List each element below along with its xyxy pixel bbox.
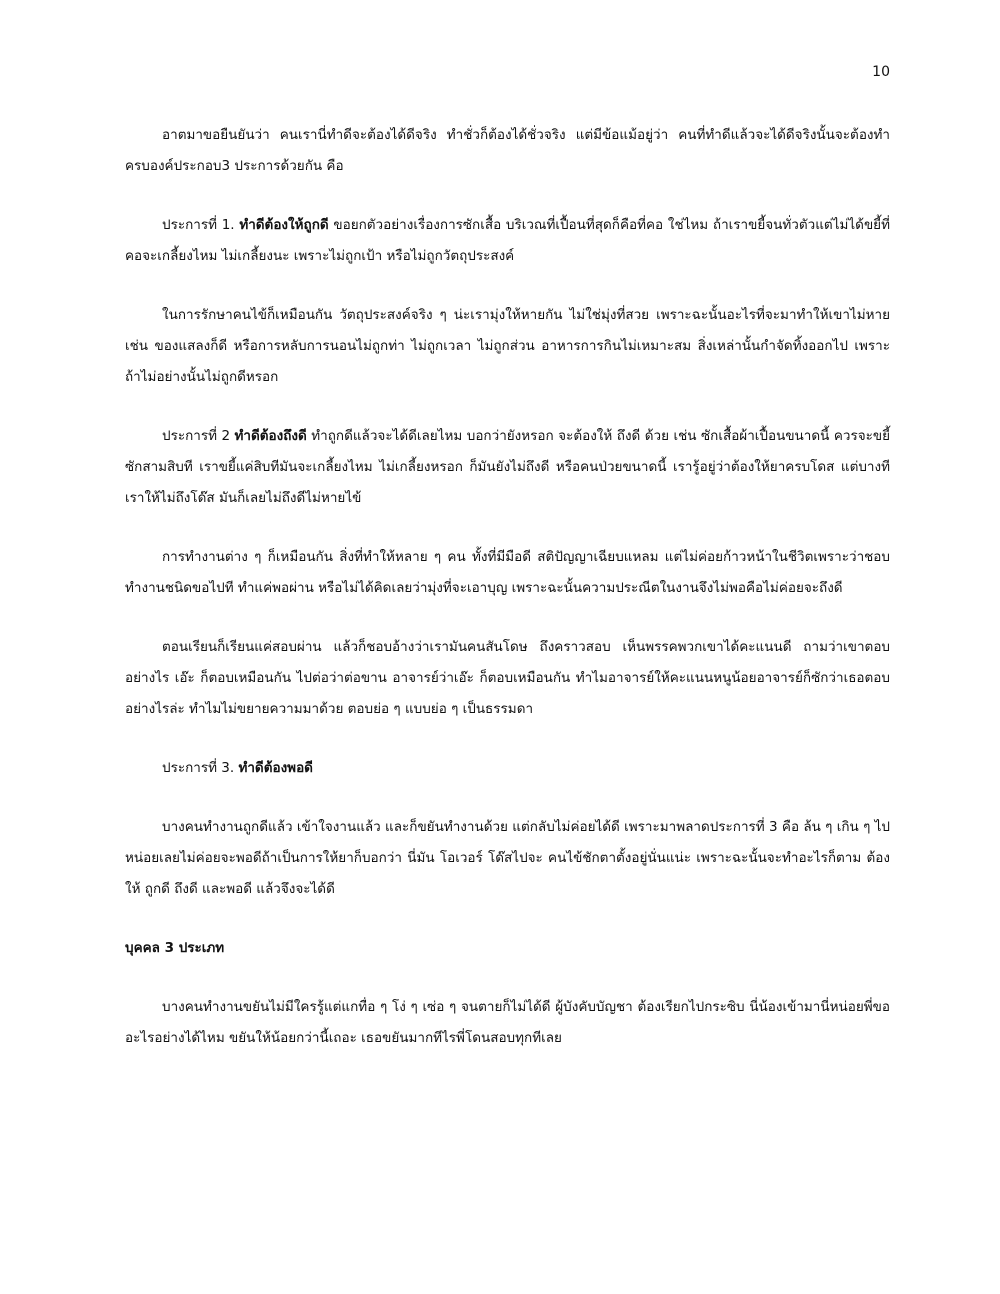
document-body xyxy=(125,120,890,1082)
paragraph-text: การทำงานต่าง ๆ ก็เหมือนกัน สิ่งที่ทำให้หลาย ๆ คน ทั้งที่มีมือดี สติปัญญาเฉียบแหลม แต่ไม่ค่อยก้าวหน้าในชีวิตเพราะว่าชอบทำงานชนิดขอไปที ทำแค่พอผ่าน หรือไม่ได้คิดเลยว่ามุ่งที่จะเอาบุญ เพราะฉะนั้นความประณีตในงานจึงไม่พอคือไม่ค่อยจะถึงดี xyxy=(125,549,890,596)
principle-title: ทำดีต้องถึงดี xyxy=(234,428,307,444)
principle-title: ทำดีต้องให้ถูกดี xyxy=(239,217,329,233)
paragraph-text: ในการรักษาคนไข้ก็เหมือนกัน วัตถุประสงค์จริง ๆ น่ะเรามุ่งให้หายกัน ไม่ใช่มุ่งที่สวย เพราะฉะนั้นอะไรที่จะมาทำให้เขาไม่หาย เช่น ของแสลงก็ดี หรือการหลับการนอนไม่ถูกท่า ไม่ถูกเวลา ไม่ถูกส่วน อาหารการกินไม่เหมาะสม สิ่งเหล่านั้นกำจัดทิ้งออกไป เพราะถ้าไม่อย่างนั้นไม่ถูกดีหรอก xyxy=(125,307,890,385)
paragraph-balance xyxy=(125,812,890,905)
paragraph-text: ตอนเรียนก็เรียนแค่สอบผ่าน แล้วก็ชอบอ้างว่าเรามันคนสันโดษ ถึงคราวสอบ เห็นพรรคพวกเขาได้คะแนนดี ถามว่าเขาตอบอย่างไร เอ๊ะ ก็ตอบเหมือนกัน ไปต่อว่าต่อขาน อาจารย์ว่าเอ๊ะ ก็ตอบเหมือนกัน ทำไมอาจารย์ให้คะแนนหนูน้อยอาจารย์ก็ซักว่าเธอตอบอย่างไรล่ะ ทำไมไม่ขยายความมาด้วย ตอบย่อ ๆ แบบย่อ ๆ เป็นธรรมดา xyxy=(125,639,890,717)
paragraph-text: ขอยกตัวอย่างเรื่องการซักเสื้อ บริเวณที่เปื้อนที่สุดก็คือที่คอ ใช่ไหม ถ้าเราขยี้จนทั่วตัวแต่ไม่ได้ขยี้ที่คอจะเกลี้ยงไหม ไม่เกลี้ยงนะ เพราะไม่ถูกเป้า หรือไม่ถูกวัตถุประสงค์ xyxy=(125,217,890,264)
paragraph-lead: ประการที่ 3. xyxy=(162,760,239,776)
paragraph-principle-1 xyxy=(125,210,890,272)
page-number: 10 xyxy=(872,64,890,80)
section-heading: บุคคล 3 ประเภท xyxy=(125,940,225,956)
paragraph-text: ทำถูกดีแล้วจะได้ดีเลยไหม บอกว่ายังหรอก จะต้องให้ ถึงดี ด้วย เช่น ซักเสื้อผ้าเปื้อนขนาดนี้ ควรจะขยี้ซักสามสิบที เราขยี้แค่สิบทีมันจะเกลี้ยงไหม ไม่เกลี้ยงหรอก ก็มันยังไม่ถึงดี หรือคนป่วยขนาดนี้ เรารู้อยู่ว่าต้องให้ยาครบโดส แต่บางทีเราให้ไม่ถึงโด๊ส มันก็เลยไม่ถึงดีไม่หายไข้ xyxy=(125,428,890,506)
paragraph-final xyxy=(125,992,890,1054)
principle-title: ทำดีต้องพอดี xyxy=(238,760,313,776)
paragraph-text: อาตมาขอยืนยันว่า คนเรานี่ทำดีจะต้องได้ดีจริง ทำชั่วก็ต้องได้ชั่วจริง แต่มีข้อแม้อยู่ว่า คนที่ทำดีแล้วจะได้ดีจริงนั้นจะต้องทำครบองค์ประกอบ3 ประการด้วยกัน คือ xyxy=(125,127,890,174)
paragraph-work xyxy=(125,542,890,604)
paragraph-principle-2 xyxy=(125,421,890,514)
paragraph-text: บางคนทำงานถูกดีแล้ว เข้าใจงานแล้ว และก็ขยันทำงานด้วย แต่กลับไม่ค่อยได้ดี เพราะมาพลาดประการที่ 3 คือ ล้น ๆ เกิน ๆ ไปหน่อยเลยไม่ค่อยจะพอดีถ้าเป็นการให้ยาก็บอกว่า นี่มัน โอเวอร์ โด๊สไปจะ คนไข้ชักตาตั้งอยู่นั่นแน่ะ เพราะฉะนั้นจะทำอะไรก็ตาม ต้องให้ ถูกดี ถึงดี และพอดี แล้วจึงจะได้ดี xyxy=(125,819,890,897)
paragraph-text: บางคนทำงานขยันไม่มีใครรู้แต่แกทื่อ ๆ โง่ ๆ เซ่อ ๆ จนตายก็ไม่ได้ดี ผู้บังคับบัญชา ต้องเรียกไปกระซิบ นี่น้องเข้ามานี่หน่อยพี่ขออะไรอย่างได้ไหม ขยันให้น้อยกว่านี้เถอะ เธอขยันมากทีไรพี่โดนสอบทุกทีเลย xyxy=(125,999,890,1046)
paragraph-lead: ประการที่ 1. xyxy=(162,217,240,233)
paragraph-intro xyxy=(125,120,890,182)
paragraph-lead: ประการที่ 2 xyxy=(162,428,235,444)
paragraph-study xyxy=(125,632,890,725)
paragraph-principle-3 xyxy=(125,753,890,784)
paragraph-patient-care xyxy=(125,300,890,393)
